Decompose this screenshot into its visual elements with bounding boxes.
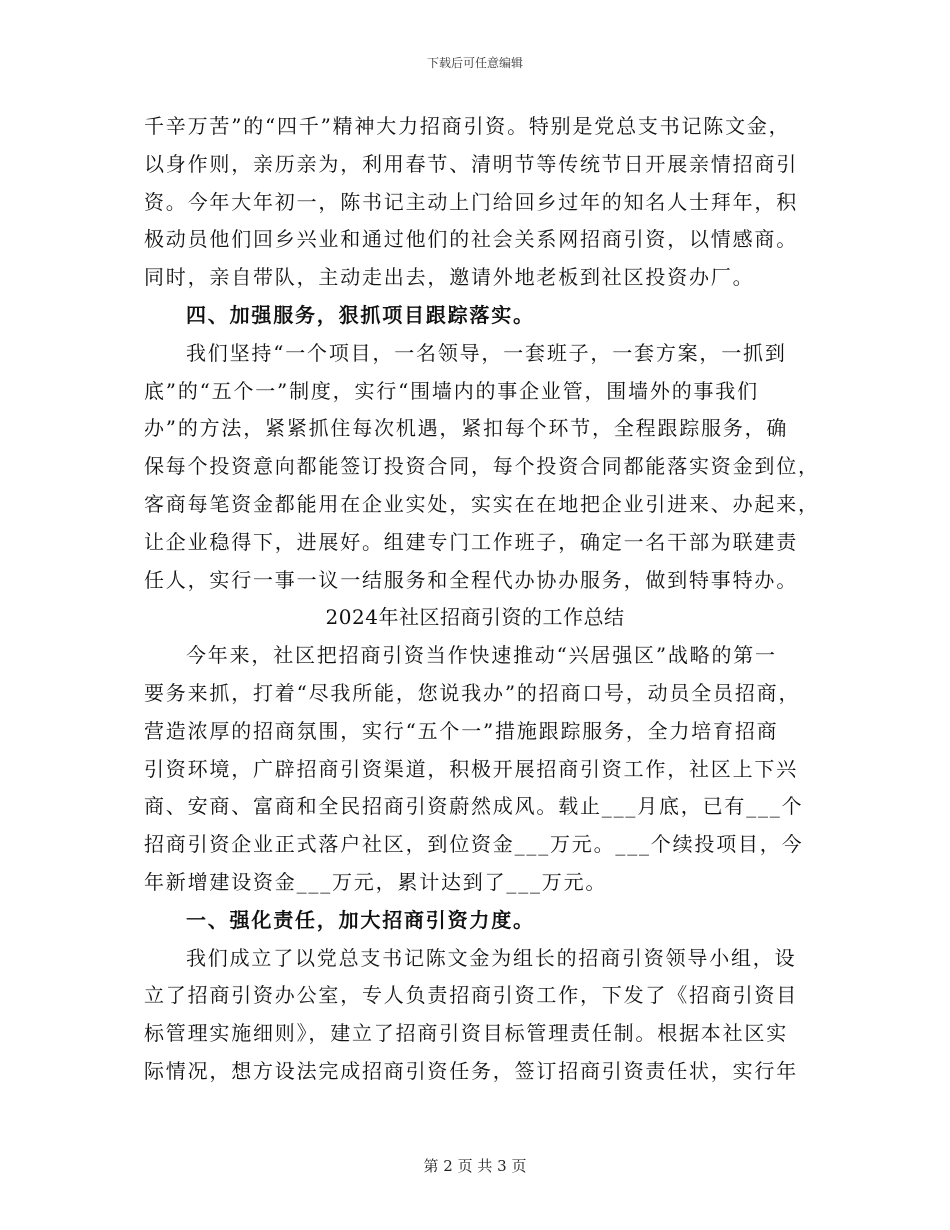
body-line: 要务来抓，打着“尽我所能，您说我办”的招商口号，动员全员招商， <box>144 680 801 705</box>
section-heading-4: 四、加强服务，狠抓项目跟踪落实。 <box>186 302 535 327</box>
page-header-note: 下载后可任意编辑 <box>426 56 523 70</box>
section-heading-1: 一、强化责任，加大招商引资力度。 <box>186 907 535 932</box>
body-line: 让企业稳得下，进展好。组建专门工作班子，确定一名干部为联建责 <box>144 529 798 554</box>
body-line: 极动员他们回乡兴业和通过他们的社会关系网招商引资，以情感商。 <box>144 227 798 252</box>
body-line: 办”的方法，紧紧抓住每次机遇，紧扣每个环节，全程跟踪服务，确 <box>144 416 789 441</box>
body-line: 年新增建设资金___万元，累计达到了___万元。 <box>144 869 608 894</box>
body-line: 今年来，社区把招商引资当作快速推动“兴居强区”战略的第一 <box>186 643 777 668</box>
body-line: 我们成立了以党总支书记陈文金为组长的招商引资领导小组，设 <box>186 945 797 970</box>
body-line: 同时，亲自带队，主动走出去，邀请外地老板到社区投资办厂。 <box>144 265 755 290</box>
body-line: 际情况，想方设法完成招商引资任务，签订招商引资责任状，实行年 <box>144 1058 798 1083</box>
body-line: 千辛万苦”的“四千”精神大力招商引资。特别是党总支书记陈文金， <box>144 114 791 138</box>
body-line: 我们坚持“一个项目，一名领导，一套班子，一套方案，一抓到 <box>186 340 787 365</box>
body-line: 保每个投资意向都能签订投资合同，每个投资合同都能落实资金到位， <box>144 454 820 479</box>
body-line: 标管理实施细则》，建立了招商引资目标管理责任制。根据本社区实 <box>144 1021 788 1046</box>
document-body <box>144 108 820 1091</box>
body-line: 商、安商、富商和全民招商引资蔚然成风。载止___月底，已有___个 <box>144 794 804 819</box>
body-line: 任人，实行一事一议一结服务和全程代办协办服务，做到特事特办。 <box>144 567 798 592</box>
body-line: 营造浓厚的招商氛围，实行“五个一”措施跟踪服务，全力培育招商 <box>144 718 779 743</box>
body-line: 招商引资企业正式落户社区，到位资金___万元。___个续投项目，今 <box>144 832 804 857</box>
page-number: 第 2 页 共 3 页 <box>423 1157 527 1175</box>
body-line: 客商每笔资金都能用在企业实处，实实在在地把企业引进来、办起来， <box>144 491 820 516</box>
body-line: 资。今年大年初一，陈书记主动上门给回乡过年的知名人士拜年，积 <box>144 189 798 214</box>
body-line: 立了招商引资办公室，专人负责招商引资工作，下发了《招商引资目 <box>144 983 798 1008</box>
body-line: 以身作则，亲历亲为，利用春节、清明节等传统节日开展亲情招商引 <box>144 151 798 176</box>
body-line: 引资环境，广辟招商引资渠道，积极开展招商引资工作，社区上下兴 <box>144 756 798 781</box>
document-title: 2024年社区招商引资的工作总结 <box>325 605 625 630</box>
body-line: 底”的“五个一”制度，实行“围墙内的事企业管，围墙外的事我们 <box>144 378 759 403</box>
